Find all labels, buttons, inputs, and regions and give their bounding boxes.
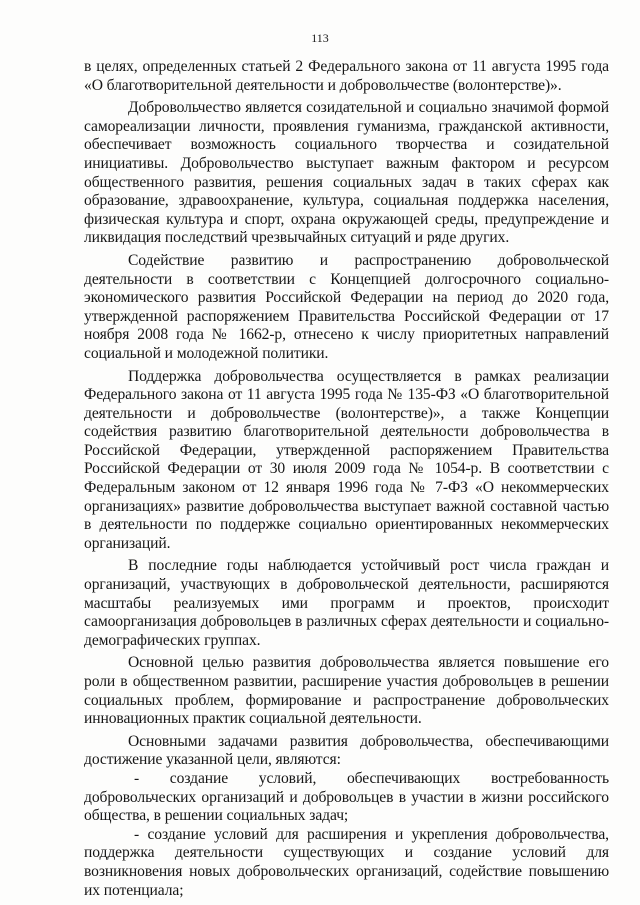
paragraph-concept-2020: Содействие развитию и распространению добровольческой деятельности в соответствии с Концепцией долгосрочного социально-экономического развития Российской Федерации на период до 2020 года, утвержденной распоряжением Правительства Российской Федерации от 17 ноября 2008 года № 1662-р, отнесено к числу приоритетных направлений социальной и молодежной политики.	[84, 251, 609, 362]
paragraph-volunteering-definition: Добровольчество является созидательной и социально значимой формой самореализации личности, проявления гуманизма, гражданской активности, обеспечивает возможность социального творчества и созидательной инициативы. Добровольчество выступает важным фактором и ресурсом общественного развития, решения социальных задач в таких сферах как образование, здравоохранение, культура, социальная поддержка населения, физическая культура и спорт, охрана окружающей среды, предупреждение и ликвидация последствий чрезвычайных ситуаций и ряде других.	[84, 99, 609, 247]
paragraph-support-laws: Поддержка добровольчества осуществляется в рамках реализации Федерального закона от 11 августа 1995 года № 135-ФЗ «О благотворительной деятельности и добровольчестве (волонтерстве)», а также Концепции содействия развитию благотворительной деятельности добровольчества в Российской Федерации, утвержденной распоряжением Правительства Российской Федерации от 30 июля 2009 года № 1054-р. В соответствии с Федеральным законом от 12 января 1996 года № 7-ФЗ «О некоммерческих организациях» развитие добровольчества выступает важной составной частью в деятельности по поддержке социально ориентированных некоммерческих организаций.	[84, 367, 609, 552]
list-item-task-demand: - создание условий, обеспечивающих востребованность добровольческих организаций и добровольцев в участии в жизни российского общества, в решении социальных задач;	[84, 769, 609, 825]
document-body	[84, 58, 609, 900]
paragraph-main-goal: Основной целью развития добровольчества является повышение его роли в общественном развитии, расширение участия добровольцев в решении социальных проблем, формирование и распространение добровольческих инновационных практик социальной деятельности.	[84, 654, 609, 728]
paragraph-intro-continuation: в целях, определенных статьей 2 Федерального закона от 11 августа 1995 года «О благотворительной деятельности и добровольчестве (волонтерстве)».	[84, 58, 609, 94]
list-item-task-expansion: - создание условий для расширения и укрепления добровольчества, поддержка деятельности существующих и создание условий для возникновения новых добровольческих организаций, содействие повышению их потенциала;	[84, 825, 609, 899]
paragraph-recent-growth: В последние годы наблюдается устойчивый рост числа граждан и организаций, участвующих в добровольческой деятельности, расширяются масштабы реализуемых ими программ и проектов, происходит самоорганизация добровольцев в различных сферах деятельности и социально-демографических группах.	[84, 557, 609, 649]
paragraph-main-tasks-intro: Основными задачами развития добровольчества, обеспечивающими достижение указанной цели, являются:	[84, 732, 609, 769]
page-number: 113	[311, 31, 329, 45]
